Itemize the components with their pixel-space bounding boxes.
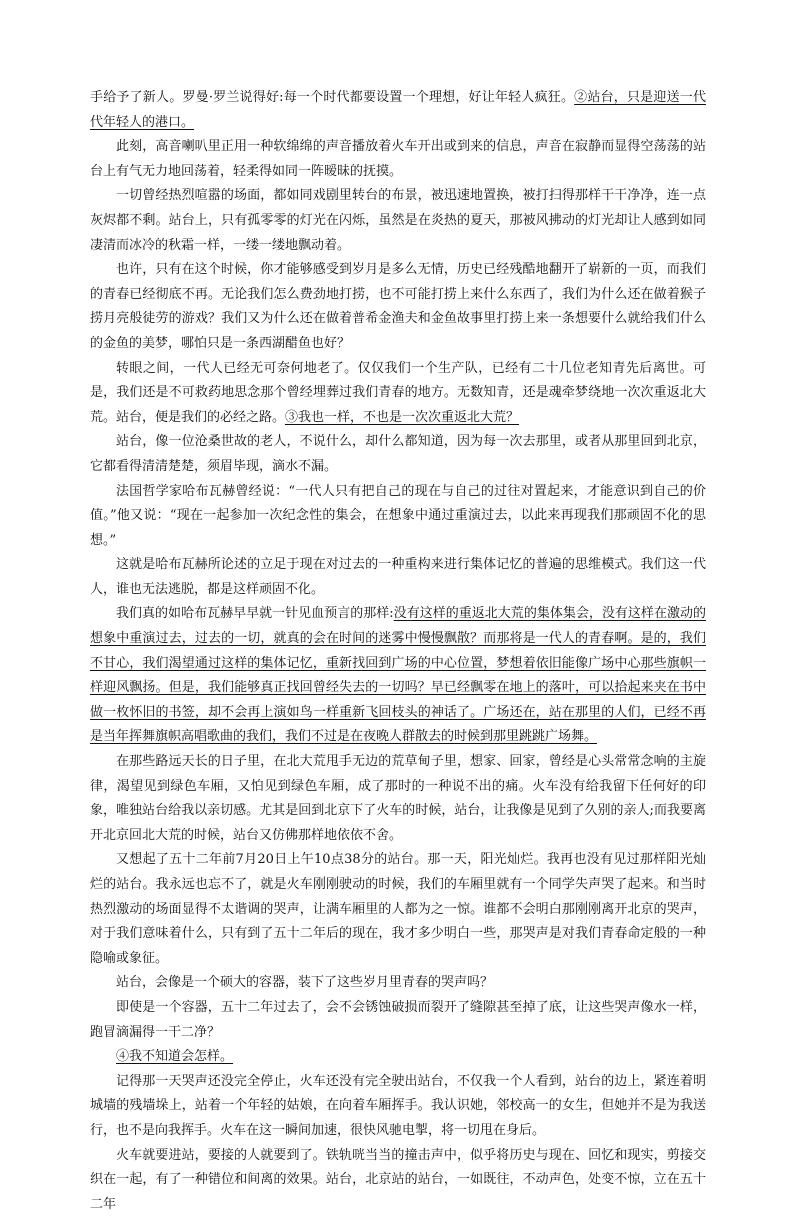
text-run: 即使是一个容器，五十二年过去了，会不会锈蚀破损而裂开了缝隙甚至掉了底，让这些哭声像水一样，跑冒滴漏得一干二净？ bbox=[90, 999, 706, 1040]
paragraph bbox=[90, 1070, 706, 1144]
paragraph bbox=[90, 184, 706, 258]
text-run: 我们真的如哈布瓦赫早早就一针见血预言的那样: bbox=[116, 606, 394, 622]
text-run: 站台，会像是一个硕大的容器，装下了这些岁月里青春的哭声吗？ bbox=[116, 975, 494, 991]
text-run: 又想起了五十二年前7月20日上午10点38分的站台。那一天，阳光灿烂。我再也没有见过那样阳光灿烂的站台。我永远也忘不了，就是火车刚刚驶动的时候，我们的车厢里就有一个同学失声哭了起来。和当时热烈激动的场面显得不太谐调的哭声，让满车厢里的人都为之一惊。谁都不会明白那刚刚离开北京的哭声，对于我们意味着什么，只有到了五十二年后的现在，我才多少明白一些，那哭声是对我们青春命定般的一种隐喻或象征。 bbox=[90, 852, 706, 966]
text-run: 一切曾经热烈喧嚣的场面，都如同戏剧里转台的布景，被迅速地置换，被打扫得那样干干净净，连一点灰烬都不剩。站台上，只有孤零零的灯光在闪烁，虽然是在炎热的夏天，那被风拂动的灯光却让人感到如同凄清而冰冷的秋霜一样，一缕一缕地飘动着。 bbox=[90, 188, 706, 253]
paragraph bbox=[90, 848, 706, 971]
text-run: 此刻，高音喇叭里正用一种软绵绵的声音播放着火车开出或到来的信息，声音在寂静而显得空荡荡的站台上有气无力地回荡着，轻柔得如同一阵暧昧的抚摸。 bbox=[90, 139, 706, 179]
paragraph bbox=[90, 602, 706, 750]
text-run: 法国哲学家哈布瓦赫曾经说：“一代人只有把自己的现在与自己的过往对置起来，才能意识到自己的价值。”他又说：“现在一起参加一次纪念性的集会，在想象中通过重演过去，以此来再现我们那顽固不化的思想。” bbox=[90, 483, 706, 548]
underlined-sentence: ③我也一样，不也是一次次重返北大荒？ bbox=[285, 409, 520, 425]
paragraph bbox=[90, 86, 706, 135]
article-body bbox=[90, 86, 706, 1217]
paragraph bbox=[90, 750, 706, 848]
text-run: 也许，只有在这个时候，你才能够感受到岁月是多么无情，历史已经残酷地翻开了崭新的一页，而我们的青春已经彻底不再。无论我们怎么费劲地打捞，也不可能打捞上来什么东西了，我们为什么还在做着猴子捞月亮般徒劳的游戏？我们又为什么还在做着普希金渔夫和金鱼故事里打捞上来一条想要什么就给我们什么的金鱼的美梦，哪怕只是一条西湖醋鱼也好？ bbox=[90, 262, 706, 351]
text-run: 手给予了新人。罗曼·罗兰说得好:每一个时代都要设置一个理想，好让年轻人疯狂。 bbox=[90, 90, 575, 105]
paragraph bbox=[90, 553, 706, 602]
text-run: 火车就要进站，要接的人就要到了。铁轨咣当当的撞击声中，似乎将历史与现在、回忆和现实，剪接交织在一起，有了一种错位和间离的效果。站台，北京站的站台，一如既往，不动声色，处变不惊，立在五十二年 bbox=[90, 1147, 706, 1212]
text-run: 记得那一天哭声还没完全停止，火车还没有完全驶出站台，不仅我一个人看到，站台的边上，紧连着明城墙的残墙垛上，站着一个年轻的姑娘，在向着车厢挥手。我认识她，邻校高一的女生，但她并不是为我送行，也不是向我挥手。火车在这一瞬间加速，很快风驰电掣，将一切甩在身后。 bbox=[90, 1073, 706, 1138]
text-run: 这就是哈布瓦赫所论述的立足于现在对过去的一种重构来进行集体记忆的普遍的思维模式。我们这一代人，谁也无法逃脱，都是这样顽固不化。 bbox=[90, 557, 706, 597]
paragraph bbox=[90, 430, 706, 479]
paragraph bbox=[90, 480, 706, 554]
text-run: 转眼之间，一代人已经无可奈何地老了。仅仅我们一个生产队，已经有二十几位老知青先后离世。可是，我们还是不可救药地思念那个曾经埋葬过我们青春的地方。无数知青，还是魂牵梦绕地一次次重返北大荒。站台，便是我们的必经之路。 bbox=[90, 360, 706, 425]
underlined-sentence: 没有这样的重返北大荒的集体集会，没有这样在激动的想象中重演过去，过去的一切，就真的会在时间的迷雾中慢慢飘散？而那将是一代人的青春啊。是的，我们不甘心，我们渴望通过这样的集体记忆，重新找回到广场的中心位置，梦想着依旧能像广场中心那些旗帜一样迎风飘扬。但是，我们能够真正找回曾经失去的一切吗？早已经飘零在地上的落叶，可以拾起来夹在书中做一枚怀旧的书签，却不会再上演如鸟一样重新飞回枝头的神话了。广场还在，站在那里的人们，已经不再是当年挥舞旗帜高唱歌曲的我们，我们不过是在夜晚人群散去的时候到那里跳跳广场舞。 bbox=[90, 606, 706, 745]
underlined-sentence: ④我不知道会怎样。 bbox=[116, 1049, 234, 1065]
paragraph bbox=[90, 135, 706, 184]
underlined-sentence: ②站台，只是迎送一代代年轻人的港口。 bbox=[90, 90, 706, 130]
paragraph bbox=[90, 258, 706, 356]
paragraph bbox=[90, 1045, 706, 1070]
paragraph bbox=[90, 1144, 706, 1217]
paragraph bbox=[90, 971, 706, 996]
text-run: 站台，像一位沧桑世故的老人，不说什么，却什么都知道，因为每一次去那里，或者从那里回到北京，它都看得清清楚楚，须眉毕现，滴水不漏。 bbox=[90, 434, 706, 474]
text-run: 在那些路远天长的日子里，在北大荒甩手无边的荒草甸子里，想家、回家，曾经是心头常常念响的主旋律，渴望见到绿色车厢，又怕见到绿色车厢，成了那时的一种说不出的痛。火车没有给我留下任何好的印象，唯独站台给我以亲切感。尤其是回到北京下了火车的时候，站台，让我像是见到了久别的亲人;而我要离开北京回北大荒的时候，站台又仿佛那样地依依不舍。 bbox=[90, 754, 706, 843]
paragraph bbox=[90, 357, 706, 431]
paragraph bbox=[90, 996, 706, 1045]
